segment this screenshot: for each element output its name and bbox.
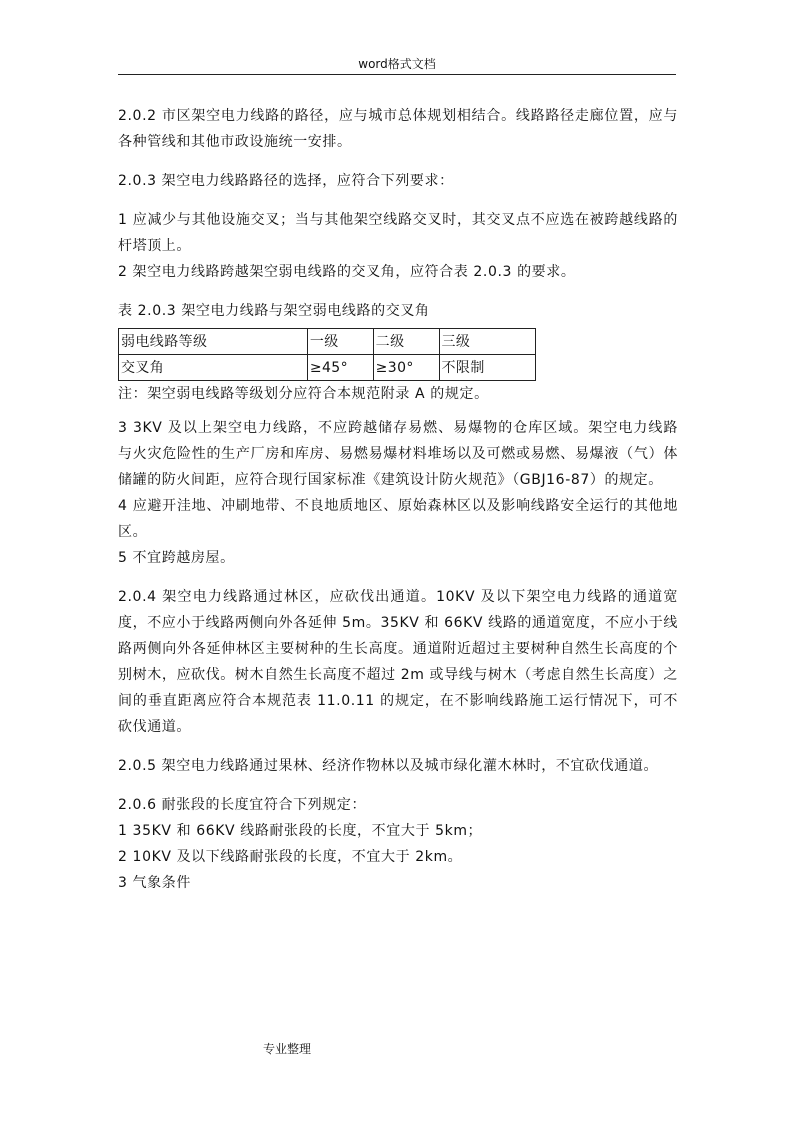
clause-2-0-3: 2.0.3 架空电力线路路径的选择，应符合下列要求： <box>118 173 454 189</box>
table-cell: 不限制 <box>439 355 535 381</box>
table-cell: ≥30° <box>373 355 439 381</box>
clause-2-0-3-item-1: 1 应减少与其他设施交叉；当与其他架空线路交叉时，其交叉点不应选在被跨越线路的杆塔顶上。 <box>118 212 678 254</box>
table-cell: 弱电线路等级 <box>119 329 308 355</box>
table-cell: 一级 <box>307 329 373 355</box>
clause-2-0-4: 2.0.4 架空电力线路通过林区，应砍伐出通道。10KV 及以下架空电力线路的通道宽度，不应小于线路两侧向外各延伸 5m。35KV 和 66KV 线路的通道宽度，不应小于线路两侧向外各延伸林区主要树种的生长高度。通道附近超过主要树种自然生长高度的个别树木，应砍伐。树木自然生长高度不超过 2m 或导线与树木（考虑自然生长高度）之间的垂直距离应符合本规范表 11.0.11 的规定，在不影响线路施工运行情况下，可不砍伐通道。 <box>118 589 678 735</box>
table-note: 注：架空弱电线路等级划分应符合本规范附录 A 的规定。 <box>118 386 489 402</box>
clause-2-0-2: 2.0.2 市区架空电力线路的路径，应与城市总体规划相结合。线路路径走廊位置，应与各种管线和其他市政设施统一安排。 <box>118 108 678 150</box>
document-body <box>118 103 678 896</box>
page-header: word格式文档 <box>118 57 676 75</box>
clause-2-0-3-item-2: 2 架空电力线路跨越架空弱电线路的交叉角，应符合表 2.0.3 的要求。 <box>118 264 576 280</box>
clause-2-0-6-item-1: 1 35KV 和 66KV 线路耐张段的长度，不宜大于 5km； <box>118 823 483 839</box>
page-footer: 专业整理 <box>263 1042 312 1056</box>
clause-2-0-5: 2.0.5 架空电力线路通过果林、经济作物林以及城市绿化灌木林时，不宜砍伐通道。 <box>118 758 659 774</box>
crossing-angle-table <box>118 328 536 381</box>
clause-2-0-3-item-3: 3 3KV 及以上架空电力线路，不应跨越储存易燃、易爆物的仓库区域。架空电力线路与火灾危险性的生产厂房和库房、易燃易爆材料堆场以及可燃或易燃、易爆液（气）体储罐的防火间距，应符合现行国家标准《建筑设计防火规范》（GBJ16-87）的规定。 <box>118 420 678 488</box>
table-cell: 交叉角 <box>119 355 308 381</box>
table-row <box>119 355 536 381</box>
clause-2-0-6-item-2: 2 10KV 及以下线路耐张段的长度，不宜大于 2km。 <box>118 849 463 865</box>
clause-2-0-3-item-5: 5 不宜跨越房屋。 <box>118 550 235 566</box>
table-cell: 二级 <box>373 329 439 355</box>
table-title: 表 2.0.3 架空电力线路与架空弱电线路的交叉角 <box>118 303 430 319</box>
chapter-3-heading: 3 气象条件 <box>118 875 191 891</box>
table-header-row <box>119 329 536 355</box>
clause-2-0-3-item-4: 4 应避开洼地、冲刷地带、不良地质地区、原始森林区以及影响线路安全运行的其他地区。 <box>118 498 678 540</box>
table-cell: ≥45° <box>307 355 373 381</box>
clause-2-0-6: 2.0.6 耐张段的长度宜符合下列规定： <box>118 797 367 813</box>
table-cell: 三级 <box>439 329 535 355</box>
